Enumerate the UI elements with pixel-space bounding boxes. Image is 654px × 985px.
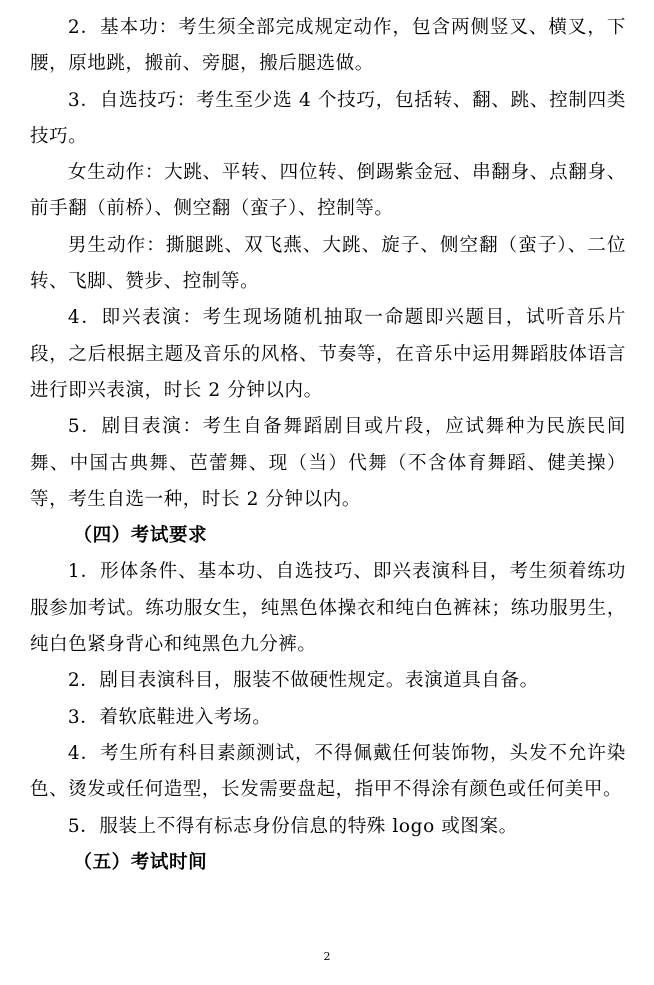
- paragraph-optional-skills: 3．自选技巧：考生至少选 4 个技巧，包括转、翻、跳、控制四类技巧。: [30, 89, 626, 147]
- section-heading-requirements: （四）考试要求: [73, 525, 208, 547]
- paragraph-improvisation: 4．即兴表演：考生现场随机抽取一命题即兴题目，试听音乐片段，之后根据主题及音乐的风格、节奏等，在音乐中运用舞蹈肢体语言进行即兴表演，时长 2 分钟以内。: [30, 307, 626, 401]
- paragraph-male-moves: 男生动作：撕腿跳、双飞燕、大跳、旋子、侧空翻（蛮子）、二位转、飞脚、赞步、控制等。: [30, 234, 626, 293]
- document-body: [30, 10, 626, 881]
- paragraph-requirement-4: 4．考生所有科目素颜测试，不得佩戴任何装饰物，头发不允许染色、烫发或任何造型，长发需要盘起，指甲不得涂有颜色或任何美甲。: [30, 742, 626, 801]
- paragraph-basic-skills: 2．基本功：考生须全部完成规定动作，包含两侧竖叉、横叉，下腰，原地跳，搬前、旁腿，搬后腿选做。: [30, 17, 626, 75]
- paragraph-requirement-5: 5．服装上不得有标志身份信息的特殊 logo 或图案。: [67, 815, 518, 837]
- paragraph-requirement-1: 1．形体条件、基本功、自选技巧、即兴表演科目，考生须着练功服参加考试。练功服女生，纯黑色体操衣和纯白色裤袜；练功服男生，纯白色紧身背心和纯黑色九分裤。: [30, 561, 626, 656]
- section-heading-exam-time: （五）考试时间: [73, 851, 208, 873]
- paragraph-repertoire: 5．剧目表演：考生自备舞蹈剧目或片段，应试舞种为民族民间舞、中国古典舞、芭蕾舞、现（当）代舞（不含体育舞蹈、健美操）等，考生自选一种，时长 2 分钟以内。: [30, 416, 626, 510]
- paragraph-female-moves: 女生动作：大跳、平转、四位转、倒踢紫金冠、串翻身、点翻身、前手翻（前桥）、侧空翻（蛮子）、控制等。: [30, 162, 626, 220]
- paragraph-requirement-3: 3．着软底鞋进入考场。: [67, 706, 272, 728]
- paragraph-requirement-2: 2．剧目表演科目，服装不做硬性规定。表演道具自备。: [67, 670, 539, 692]
- page-number: 2: [323, 950, 331, 963]
